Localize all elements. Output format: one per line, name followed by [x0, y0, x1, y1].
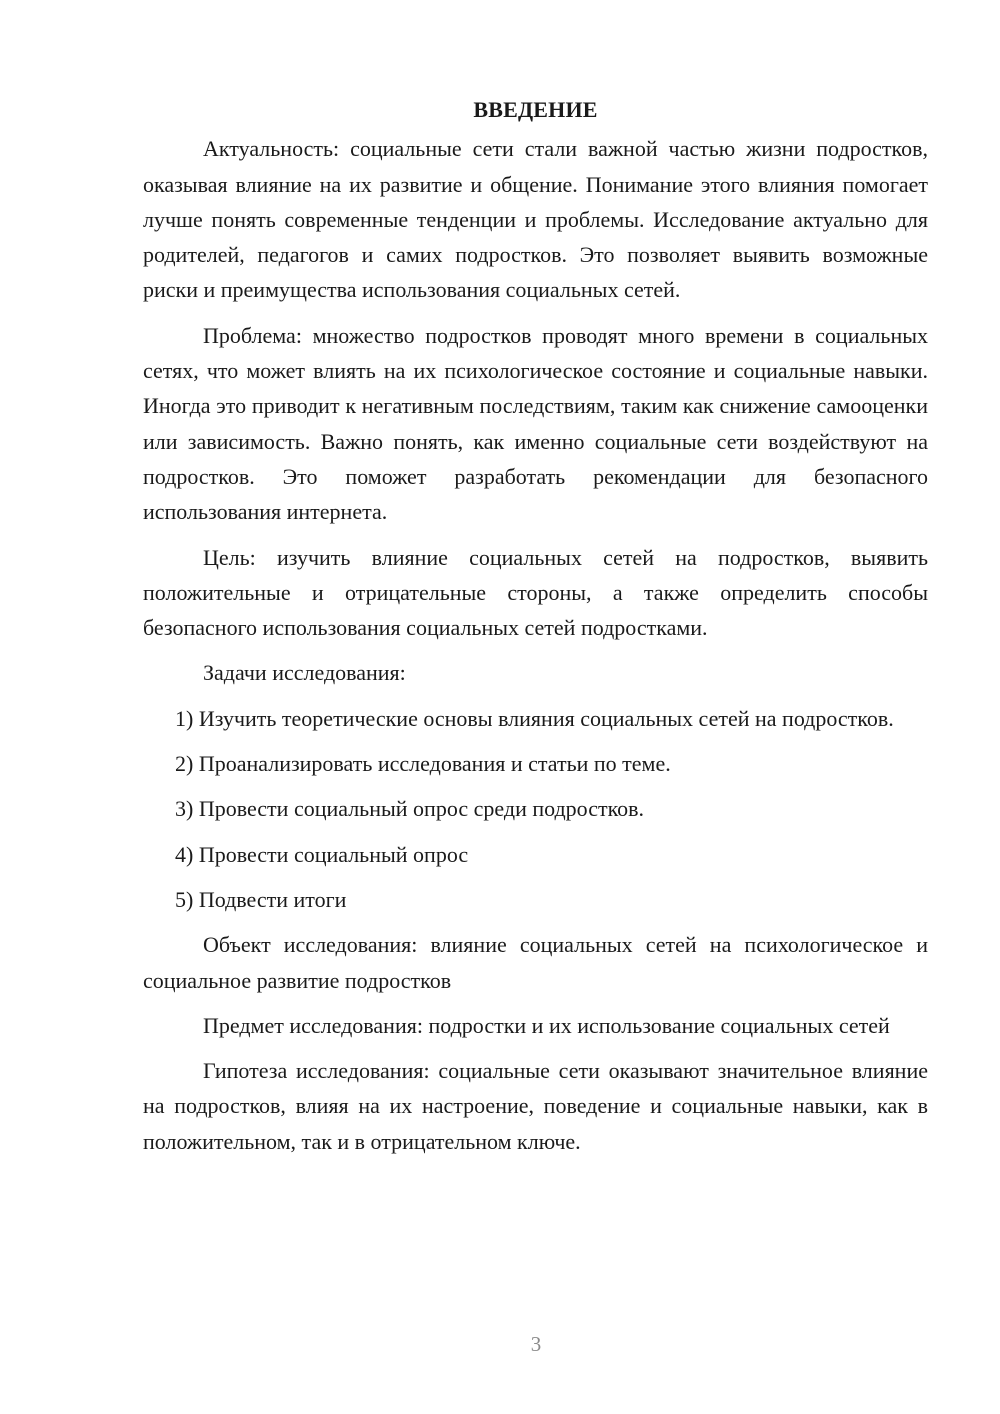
relevance-paragraph: Актуальность: социальные сети стали важной частью жизни подростков, оказывая влияние на их развитие и общение. Понимание этого влияния помогает лучше понять современные тенденции и проблемы. Исследование актуально для родителей, педагогов и самих подростков. Это позволяет выявить возможные риски и преимущества использования социальных сетей.: [143, 136, 928, 303]
hypothesis-paragraph: Гипотеза исследования: социальные сети оказывают значительное влияние на подростков, влияя на их настроение, поведение и социальные навыки, как в положительном, так и в отрицательном ключе.: [143, 1058, 928, 1154]
goal-paragraph: Цель: изучить влияние социальных сетей на подростков, выявить положительные и отрицательные стороны, а также определить способы безопасного использования социальных сетей подростками.: [143, 544, 928, 641]
page-number: 3: [530, 1332, 542, 1356]
task-item-3: 3) Провести социальный опрос среди подростков.: [175, 796, 645, 822]
section-heading: ВВЕДЕНИЕ: [473, 97, 598, 122]
tasks-title: Задачи исследования:: [203, 660, 406, 686]
task-item-2: 2) Проанализировать исследования и статьи по теме.: [175, 751, 671, 777]
subject-paragraph: Предмет исследования: подростки и их использование социальных сетей: [203, 1012, 890, 1038]
task-item-4: 4) Провести социальный опрос: [175, 841, 469, 867]
page-content: [143, 92, 928, 1169]
problem-paragraph: Проблема: множество подростков проводят много времени в социальных сетях, что может влиять на их психологическое состояние и социальные навыки. Иногда это приводит к негативным последствиям, таким как снижение самооценки или зависимость. Важно понять, как именно социальные сети воздействуют на подростков. Это поможет разработать рекомендации для безопасного использования интернета.: [143, 322, 928, 525]
object-paragraph: Объект исследования: влияние социальных сетей на психологическое и социальное развитие подростков: [143, 932, 928, 993]
task-item-5: 5) Подвести итоги: [175, 886, 347, 912]
task-item-1: 1) Изучить теоретические основы влияния социальных сетей на подростков.: [175, 705, 894, 731]
